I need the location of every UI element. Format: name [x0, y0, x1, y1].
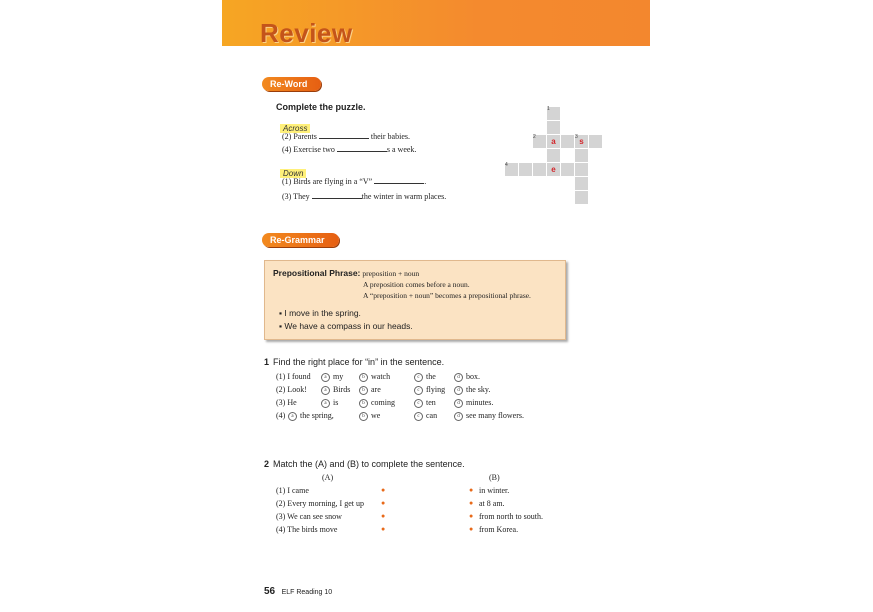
match-a-item: (2) Every morning, I get up — [276, 499, 364, 508]
grammar-line-1: A preposition comes before a noun. — [363, 280, 470, 289]
ex1-choice[interactable]: c flying — [414, 385, 445, 395]
across-clue-2: (2) Parents their babies. — [282, 132, 410, 141]
crossword-cell[interactable] — [560, 134, 575, 149]
crossword-cell[interactable]: s — [574, 134, 589, 149]
answer-blank[interactable] — [312, 190, 362, 199]
answer-blank[interactable] — [319, 130, 369, 139]
match-a-item: (3) We can see snow — [276, 512, 342, 521]
match-dot-b[interactable]: ● — [469, 486, 474, 494]
clue-number: 3 — [575, 134, 578, 140]
crossword-cell[interactable] — [574, 162, 589, 177]
answer-blank[interactable] — [337, 143, 387, 152]
crossword-cell[interactable] — [574, 190, 589, 205]
match-dot-b[interactable]: ● — [469, 499, 474, 507]
down-clue-3: (3) They the winter in warm places. — [282, 192, 447, 201]
match-a-item: (1) I came — [276, 486, 309, 495]
exercise-1-heading: 1 Find the right place for “in” in the sentence. — [264, 357, 445, 367]
grammar-example-1: ▪ I move in the spring. — [279, 308, 361, 318]
match-dot-a[interactable]: ● — [381, 499, 386, 507]
across-label: Across — [280, 118, 310, 136]
clue-number: 1 — [547, 106, 550, 112]
match-dot-b[interactable]: ● — [469, 525, 474, 533]
clue-number: 4 — [505, 162, 508, 168]
crossword-cell[interactable]: a — [546, 134, 561, 149]
workbook-page — [222, 0, 650, 612]
match-b-item: from north to south. — [479, 512, 543, 521]
exercise-2-heading: 2 Match the (A) and (B) to complete the sentence. — [264, 459, 465, 469]
match-dot-a[interactable]: ● — [381, 512, 386, 520]
ex1-choice[interactable]: d box. — [454, 372, 480, 382]
crossword-cell[interactable] — [546, 120, 561, 135]
ex1-choice[interactable]: b we — [359, 411, 380, 421]
page-footer — [264, 581, 332, 599]
crossword-cell[interactable] — [560, 162, 575, 177]
ex1-row-text: (1) I found — [276, 372, 311, 381]
match-b-item: in winter. — [479, 486, 510, 495]
column-b-header: (B) — [489, 473, 500, 482]
ex1-choice[interactable]: a Birds — [321, 385, 350, 395]
clue-number: 2 — [533, 134, 536, 140]
match-dot-a[interactable]: ● — [381, 486, 386, 494]
ex1-choice[interactable]: a the spring, — [288, 411, 334, 421]
grammar-line-2: A “preposition + noun” becomes a prepositional phrase. — [363, 291, 531, 300]
ex1-row-text: (4) — [276, 411, 286, 420]
ex1-choice[interactable]: d the sky. — [454, 385, 490, 395]
match-dot-a[interactable]: ● — [381, 525, 386, 533]
ex1-row-text: (3) He — [276, 398, 297, 407]
crossword-cell[interactable] — [588, 134, 603, 149]
ex1-choice[interactable]: c the — [414, 372, 436, 382]
crossword-cell[interactable] — [518, 162, 533, 177]
crossword-cell[interactable] — [532, 162, 547, 177]
ex1-choice[interactable]: b are — [359, 385, 381, 395]
ex1-choice[interactable]: b coming — [359, 398, 395, 408]
ex1-choice[interactable]: b watch — [359, 372, 390, 382]
ex1-row-text: (2) Look! — [276, 385, 307, 394]
column-a-header: (A) — [322, 473, 334, 482]
across-clue-4: (4) Exercise two s a week. — [282, 145, 417, 154]
grammar-example-2: ▪ We have a compass in our heads. — [279, 321, 413, 331]
answer-blank[interactable] — [374, 175, 424, 184]
ex1-choice[interactable]: a my — [321, 372, 343, 382]
crossword-cell[interactable] — [546, 148, 561, 163]
down-label: Down — [280, 163, 306, 181]
ex1-choice[interactable]: c ten — [414, 398, 436, 408]
reword-tag: Re-Word — [262, 77, 321, 91]
match-dot-b[interactable]: ● — [469, 512, 474, 520]
down-clue-1: (1) Birds are flying in a “V” . — [282, 177, 427, 186]
regrammar-tag: Re-Grammar — [262, 233, 339, 247]
grammar-box — [264, 260, 566, 340]
book-title: ELF Reading 10 — [281, 589, 333, 596]
crossword-cell[interactable] — [574, 148, 589, 163]
crossword-cell[interactable] — [574, 176, 589, 191]
page-number: 56 — [264, 586, 276, 597]
crossword-cell[interactable]: e — [546, 162, 561, 177]
match-b-item: at 8 am. — [479, 499, 505, 508]
header-banner — [222, 0, 650, 46]
ex1-choice[interactable]: a is — [321, 398, 338, 408]
reword-instruction: Complete the puzzle. — [276, 102, 366, 112]
match-a-item: (4) The birds move — [276, 525, 338, 534]
grammar-rule: Prepositional Phrase: preposition + noun — [273, 268, 420, 278]
ex1-choice[interactable]: c can — [414, 411, 437, 421]
ex1-choice[interactable]: d minutes. — [454, 398, 493, 408]
page-title: Review — [260, 18, 353, 48]
match-b-item: from Korea. — [479, 525, 519, 534]
ex1-choice[interactable]: d see many flowers. — [454, 411, 524, 421]
